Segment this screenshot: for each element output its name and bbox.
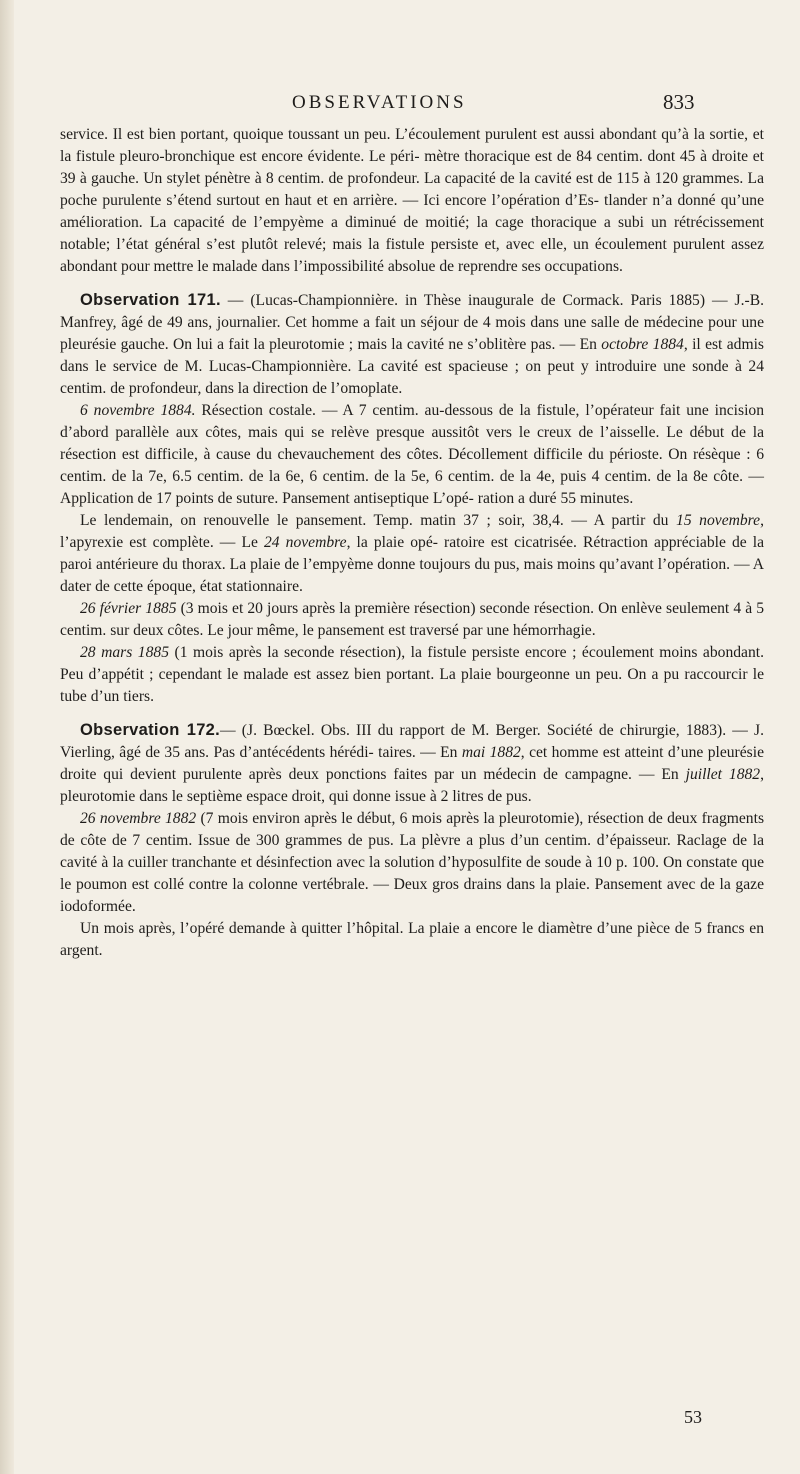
observation-171-title: Observation 171. — [80, 291, 221, 309]
observation-172-outcome: Un mois après, l’opéré demande à quitter l’hôpital. La plaie a encore le diamètre d’une pièce de 5 francs en argent. — [60, 920, 764, 959]
observation-171-second-resection: 26 février 1885 (3 mois et 20 jours après la première résection) seconde résection. On enlève seulement 4 à 5 centim. sur deux côtes. Le jour même, le pansement est traversé par une hémorrhagie. — [60, 600, 764, 639]
body-text — [60, 124, 764, 962]
observation-171-status: 28 mars 1885 (1 mois après la seconde résection), la fistule persiste encore ; écoulement moins abondant. Peu d’appétit ; cependant le malade est assez bien portant. La plaie bourgeonne un peu. On a pu raccourcir le tube d’un tiers. — [60, 644, 764, 705]
page-number-top: 833 — [663, 90, 695, 114]
observation-171-resection: 6 novembre 1884. Résection costale. — A 7 centim. au-dessous de la fistule, l’opérateur fait une incision d’abord parallèle aux côtes, mais qui se relève presque aussitôt vers le creux de l’aisselle. Le début de la résection est difficile, à cause du chevauchement des côtes. Décollement difficile du périoste. On résèque : 6 centim. de la 7e, 6.5 centim. de la 6e, 6 centim. de la 5e, 6 centim. de la 4e, puis 4 centim. de la 8e côte. — Application de 17 points de suture. Pansement antiseptique L’opé- ration a duré 55 minutes. — [60, 402, 764, 507]
page-number-bottom: 53 — [684, 1407, 702, 1427]
observation-172-resection: 26 novembre 1882 (7 mois environ après le début, 6 mois après la pleurotomie), résection de deux fragments de côte de 7 centim. Issue de 300 grammes de pus. La plèvre a plus d’un centim. d’épaisseur. Raclage de la cavité à la cuiller tranchante et désinfection avec la solution d’hyposulfite de soude à 10 p. 100. On constate que le poumon est collé contre la colonne vertébrale. — Deux gros drains dans la plaie. Pansement avec de la gaze iodoformée. — [60, 810, 765, 915]
observation-172-intro: Observation 172.— (J. Bœckel. Obs. III du rapport de M. Berger. Société de chirurgie, 1883). — J. Vierling, âgé de 35 ans. Pas d’antécédents hérédi- taires. — En mai 1882, cet homme est atteint d’une pleurésie droite qui devient purulente après deux ponctions faites par un médecin de campagne. — En juillet 1882, pleurotomie dans le septième espace droit, qui donne issue à 2 litres de pus. — [60, 721, 765, 805]
paragraph-continuation: service. Il est bien portant, quoique toussant un peu. L’écoulement purulent est aussi abondant qu’à la sortie, et la fistule pleuro-bronchique est encore évidente. Le péri- mètre thoracique est de 84 centim. dont 45 à droite et 39 à gauche. Un stylet pénètre à 8 centim. de profondeur. La capacité de la cavité est de 115 à 120 grammes. La poche purulente s’étend surtout en haut et en arrière. — Ici encore l’opération d’Es- tlander n’a donné qu’une amélioration. La capacité de l’empyème a diminué de moitié; la cage thoracique a subi un rétrécissement notable; l’état général s’est plutôt relevé; mais la fistule persiste et, avec elle, un écoulement purulent assez abondant pour mettre le malade dans l’impossibilité absolue de reprendre ses occupations. — [60, 126, 764, 275]
page-edge — [0, 0, 14, 1474]
page-header — [0, 90, 800, 120]
running-head: OBSERVATIONS — [292, 92, 467, 113]
observation-171-intro: Observation 171. — (Lucas-Championnière. in Thèse inaugurale de Cormack. Paris 1885) — J.-B. Manfrey, âgé de 49 ans, journalier. Cet homme a fait un séjour de 4 mois dans une salle de médecine pour une pleurésie gauche. On lui a fait la pleurotomie ; mais la cavité ne s’oblitère pas. — En octobre 1884, il est admis dans le service de M. Lucas-Championnière. La cavité est spacieuse ; on peut y introduire une sonde à 24 centim. de profondeur, dans la direction de l’omoplate. — [60, 291, 764, 397]
observation-171-followup: Le lendemain, on renouvelle le pansement. Temp. matin 37 ; soir, 38,4. — A partir du 15 novembre, l’apyrexie est complète. — Le 24 novembre, la plaie opé- ratoire est cicatrisée. Rétraction appréciable de la paroi antérieure du thorax. La plaie de l’empyème donne toujours du pus, mais moins qu’avant l’opération. — A dater de cette époque, état stationnaire. — [60, 512, 764, 595]
observation-172-title: Observation 172. — [80, 721, 221, 739]
